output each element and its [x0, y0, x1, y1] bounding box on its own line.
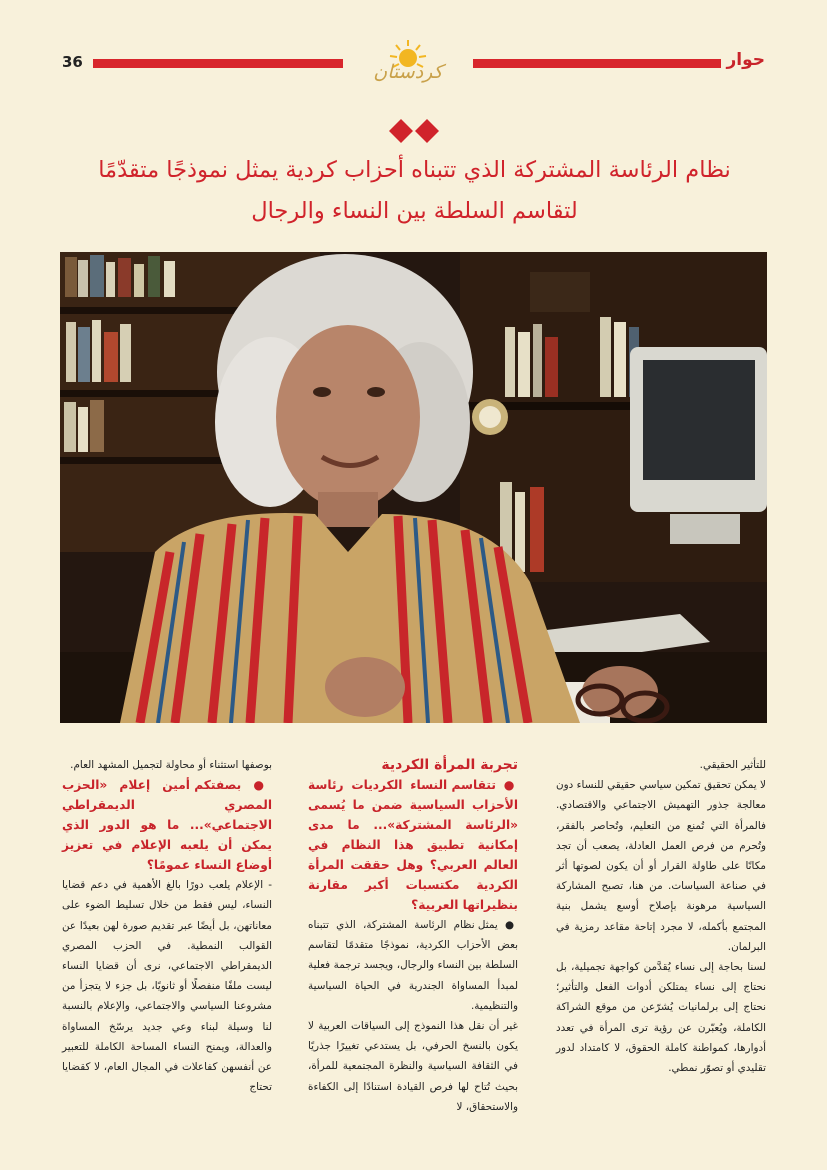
question-text: تتقاسم النساء الكرديات رئاسة الأحزاب السياسية ضمن ما يُسمى «الرئاسة المشتركة»... ما مدى إمكانية تطبيق هذا النظام في العالم العربي؟ وهل حققت المرأة الكردية مكتسبات أكبر مقارنة بنظيراتها العربية؟	[308, 778, 518, 912]
svg-text:كردستان: كردستان	[373, 61, 443, 83]
magazine-logo	[352, 36, 464, 88]
paragraph: - الإعلام يلعب دورًا بالغ الأهمية في دعم قضايا النساء، ليس فقط من خلال تسليط الضوء على معاناتهن، بل أيضًا عبر تقديم صورة لهن بعيدًا عن القوالب النمطية. في الحزب المصري الديمقراطي الاجتماعي، نرى أن قضايا النساء ليست ملفًا منفصلًا أو ثانويًا، بل جزء لا يتجزأ من مشروعنا السياسي والاجتماعي، والإعلام بالنسبة لنا وسيلة لبناء وعي جديد يرسّخ المساواة والعدالة، ويمنح النساء المساحة الكاملة للتعبير عن أنفسهن كفاعلات في المجال العام، لا كقضايا تحتاج	[62, 879, 272, 1094]
bullet-icon: ●	[497, 919, 518, 931]
question-text: بصفتكم أمين إعلام «الحزب المصري الديمقراطي الاجتماعي»... ما هو الدور الذي يمكن أن يلعبه الإعلام في تعزيز أوضاع النساء عمومًا؟	[62, 778, 272, 873]
paragraph: بوصفها استثناء أو محاولة لتجميل المشهد العام.	[70, 759, 272, 771]
header-rule-left	[93, 59, 343, 68]
page-number: 36	[62, 53, 83, 71]
bullet-icon: ●	[241, 778, 272, 793]
header-rule-right	[473, 59, 721, 68]
paragraph: لا يمكن تحقيق تمكين سياسي حقيقي للنساء دون معالجة جذور التهميش الاجتماعي والاقتصادي. فالمرأة التي تُمنع من التعليم، وتُحاصر بالفقر، وتُحرم من فرص العمل العادلة، يصعب أن تجد مكانًا على طاولة القرار أو أن يكون لصوتها أثر في صناعة السياسات. من هنا، تصبح المشاركة السياسية مرهونة بإصلاح أوسع يشمل بنية المجتمع بأكمله، لا مجرد إتاحة مقاعد رمزية في البرلمان.	[556, 779, 766, 953]
interview-question	[62, 775, 272, 875]
article-column-middle	[308, 755, 518, 1117]
interview-question	[308, 775, 518, 915]
paragraph: للتأثير الحقيقي.	[699, 759, 766, 771]
article-headline: نظام الرئاسة المشتركة الذي تتبناه أحزاب كردية يمثل نموذجًا متقدّمًا لتقاسم السلطة بين النساء والرجال	[98, 157, 731, 224]
article-column-right	[556, 755, 766, 1078]
section-subheading: تجربة المرأة الكردية	[381, 757, 518, 773]
section-label: حوار	[726, 50, 765, 70]
paragraph: غير أن نقل هذا النموذج إلى السياقات العربية لا يكون بالنسخ الحرفي، بل يستدعي تغييرًا جذريًا في الثقافة السياسية والنظرة المجتمعية للمرأة، بحيث تُتاح لها فرص القيادة استنادًا إلى الكفاءة والاستحقاق، لا	[308, 1020, 518, 1113]
paragraph: لسنا بحاجة إلى نساء يُقدَّمن كواجهة تجميلية، بل نحتاج إلى نساء يمتلكن أدوات الفعل والتأثير؛ نحتاج إلى برلمانيات يُشرّعن من موقع الشراكة الكاملة، ويُعبّرن عن رؤية ترى المرأة في تعدد أدوارها، كمواطنة كاملة الحقوق، لا كامتداد لدور تقليدي أو تصوّر نمطي.	[556, 961, 766, 1075]
paragraph-text: يمثل نظام الرئاسة المشتركة، الذي تتبناه بعض الأحزاب الكردية، نموذجًا متقدمًا لتقاسم السلطة بين النساء والرجال، ويجسد ترجمة فعلية لمبدأ المساواة الجندرية في الحياة السياسية والتنظيمية.	[308, 919, 518, 1012]
article-column-left	[62, 755, 272, 1097]
paragraph	[308, 915, 518, 1016]
portrait-photo	[60, 252, 767, 723]
diamond-ornament-icon	[388, 118, 440, 144]
bullet-icon: ●	[495, 778, 518, 792]
